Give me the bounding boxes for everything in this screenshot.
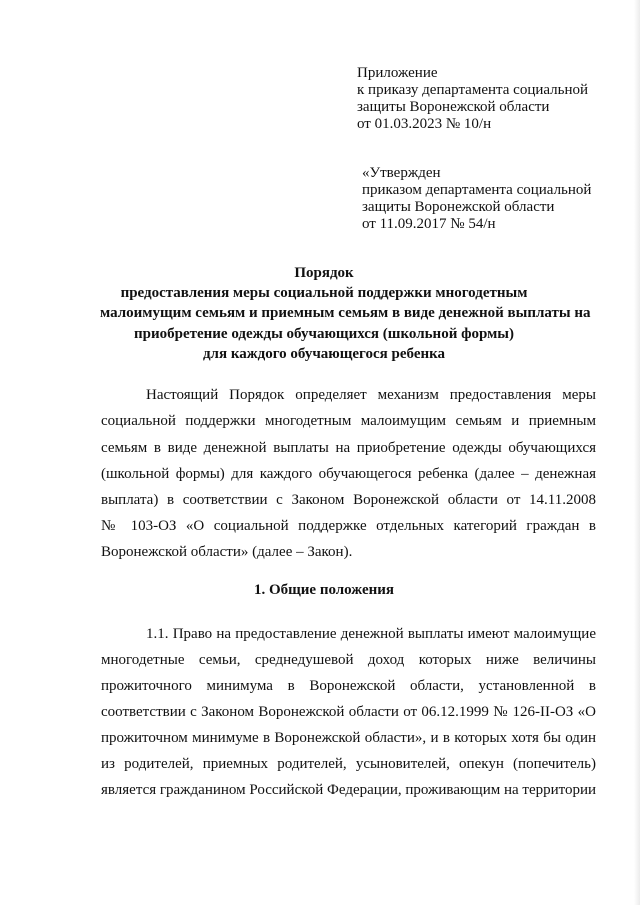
approved-line: приказом департамента социальной xyxy=(362,182,592,198)
appendix-line: к приказу департамента социальной xyxy=(357,82,589,98)
paragraph-line: прожиточного минимума в Воронежской области, установленной в xyxy=(101,678,596,694)
paragraph-line: (школьной формы) для каждого обучающегося ребенка (далее – денежная xyxy=(101,466,596,482)
title-heading: Порядок xyxy=(294,265,354,281)
paragraph-line: социальной поддержки многодетным малоимущим семьям и приемным xyxy=(101,413,596,429)
appendix-line: от 01.03.2023 № 10/н xyxy=(357,116,492,132)
title-line: предоставления меры социальной поддержки многодетным xyxy=(120,285,528,301)
paragraph-line: многодетные семьи, среднедушевой доход которых ниже величины xyxy=(101,652,596,668)
paragraph-line: Воронежской области» (далее – Закон). xyxy=(101,544,353,560)
paragraph-line: из родителей, приемных родителей, усыновителей, опекун (попечитель) xyxy=(101,756,596,772)
paragraph-line: соответствии с Законом Воронежской области от 06.12.1999 № 126-II-ОЗ «О xyxy=(101,704,596,720)
title-line: приобретение одежды обучающихся (школьной формы) xyxy=(133,326,515,342)
paragraph-line: 1.1. Право на предоставление денежной выплаты имеют малоимущие xyxy=(146,626,596,642)
title-line: малоимущим семьям и приемным семьям в виде денежной выплаты на xyxy=(100,305,591,321)
paragraph-line: выплата) в соответствии с Законом Воронежской области от 14.11.2008 xyxy=(101,492,596,508)
paragraph-line: является гражданином Российской Федерации, проживающим на территории xyxy=(101,782,597,798)
paragraph-line: прожиточном минимуме в Воронежской области», и в которых хотя бы один xyxy=(101,730,596,746)
paragraph-line: № 103-ОЗ «О социальной поддержке отдельных категорий граждан в xyxy=(101,518,596,534)
approved-line: от 11.09.2017 № 54/н xyxy=(362,216,496,232)
scan-edge-shadow xyxy=(634,0,640,905)
paragraph-line: семьям в виде денежной выплаты на приобретение одежды обучающихся xyxy=(101,440,596,456)
paragraph-line: Настоящий Порядок определяет механизм предоставления меры xyxy=(146,387,596,403)
approved-line: защиты Воронежской области xyxy=(362,199,555,215)
section-heading: 1. Общие положения xyxy=(253,582,395,598)
approved-line: «Утвержден xyxy=(362,165,441,181)
title-line: для каждого обучающегося ребенка xyxy=(202,346,446,362)
appendix-line: Приложение xyxy=(357,65,438,81)
appendix-line: защиты Воронежской области xyxy=(357,99,550,115)
